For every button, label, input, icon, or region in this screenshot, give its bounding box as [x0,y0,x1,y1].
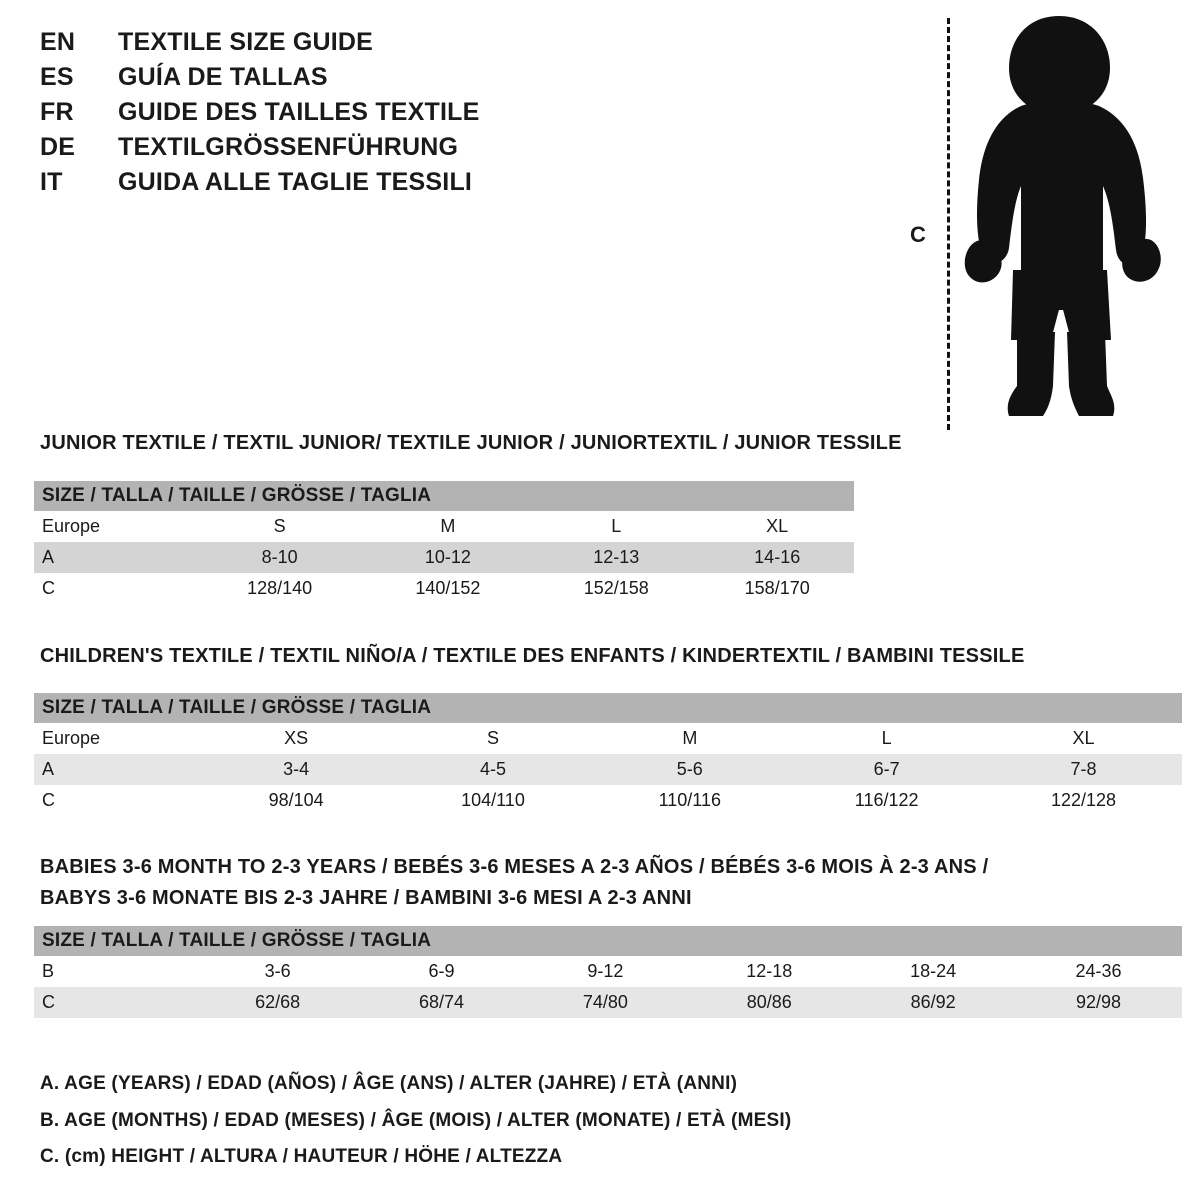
header-lang-fr: FR [40,98,74,126]
table-children-row2-cell4: 122/128 [985,785,1182,816]
table-babies-row0-cell4: 18-24 [851,956,1015,987]
header-block [40,28,860,203]
table-children-bar-row [34,693,1182,723]
table-junior [34,481,854,604]
table-junior-row0-cell3: XL [700,511,854,542]
header-text-fr: GUIDE DES TAILLES TEXTILE [118,98,480,126]
section-title-babies-line2: BABYS 3-6 MONATE BIS 2-3 JAHRE / BAMBINI 3-6 MESI A 2-3 ANNI [40,887,692,909]
table-babies-row0-cell1: 6-9 [360,956,524,987]
figure-block [900,10,1180,430]
header-row-fr [40,98,860,133]
header-row-en [40,28,860,63]
header-row-es [40,63,860,98]
table-babies-row1-label: C [34,987,196,1018]
table-row [34,987,1182,1018]
table-children-row0-cell0: XS [198,723,395,754]
table-junior-row0-cell0: S [195,511,363,542]
table-children-row0-cell2: M [591,723,788,754]
table-children-row0-cell3: L [788,723,985,754]
header-row-de [40,133,860,168]
table-junior-bar-label: SIZE / TALLA / TAILLE / GRÖSSE / TAGLIA [34,481,854,511]
table-row [34,754,1182,785]
table-children-row1-cell2: 5-6 [591,754,788,785]
table-junior-row2-cell0: 128/140 [195,573,363,604]
header-text-en: TEXTILE SIZE GUIDE [118,28,374,56]
table-children-row2-cell2: 110/116 [591,785,788,816]
section-title-babies-line1: BABIES 3-6 MONTH TO 2-3 YEARS / BEBÉS 3-6 MESES A 2-3 AÑOS / BÉBÉS 3-6 MOIS À 2-3 ANS / [40,856,989,878]
table-babies-row1-cell1: 68/74 [360,987,524,1018]
height-measure-label: C [910,222,926,247]
table-junior-row2-cell1: 140/152 [364,573,532,604]
table-babies-row1-cell2: 74/80 [523,987,687,1018]
table-children-row2-cell0: 98/104 [198,785,395,816]
table-row [34,511,854,542]
table-children-row2-label: C [34,785,198,816]
table-babies-row1-cell4: 86/92 [851,987,1015,1018]
table-children-row1-cell1: 4-5 [395,754,592,785]
table-row [34,573,854,604]
header-text-de: TEXTILGRÖSSENFÜHRUNG [118,133,459,161]
header-row-it [40,168,860,203]
table-junior-row2-cell2: 152/158 [532,573,700,604]
table-babies-row1-cell0: 62/68 [196,987,360,1018]
table-children-row0-cell4: XL [985,723,1182,754]
table-babies-row0-cell0: 3-6 [196,956,360,987]
table-children-row1-cell4: 7-8 [985,754,1182,785]
legend-line-b: B. AGE (MONTHS) / EDAD (MESES) / ÂGE (MOIS) / ALTER (MONATE) / ETÀ (MESI) [40,1110,792,1131]
table-row [34,542,854,573]
table-junior-row1-cell2: 12-13 [532,542,700,573]
table-children-bar-label: SIZE / TALLA / TAILLE / GRÖSSE / TAGLIA [34,693,1182,723]
table-children-row2-cell1: 104/110 [395,785,592,816]
header-lang-it: IT [40,168,63,196]
table-children [34,693,1182,816]
header-lang-en: EN [40,28,76,56]
header-text-es: GUÍA DE TALLAS [118,63,328,91]
table-children-row0-cell1: S [395,723,592,754]
table-children-row1-label: A [34,754,198,785]
table-babies-row0-cell5: 24-36 [1015,956,1182,987]
section-title-children: CHILDREN'S TEXTILE / TEXTIL NIÑO/A / TEXTILE DES ENFANTS / KINDERTEXTIL / BAMBINI TESSILE [40,645,1025,667]
table-junior-row0-cell1: M [364,511,532,542]
header-text-it: GUIDA ALLE TAGLIE TESSILI [118,168,473,196]
table-junior-row1-cell3: 14-16 [700,542,854,573]
child-silhouette-icon [955,10,1165,430]
table-babies-row0-cell2: 9-12 [523,956,687,987]
table-babies [34,926,1182,1018]
header-lang-de: DE [40,133,76,161]
legend-line-a: A. AGE (YEARS) / EDAD (AÑOS) / ÂGE (ANS) / ALTER (JAHRE) / ETÀ (ANNI) [40,1073,738,1094]
section-title-junior: JUNIOR TEXTILE / TEXTIL JUNIOR/ TEXTILE JUNIOR / JUNIORTEXTIL / JUNIOR TESSILE [40,432,902,454]
height-dashed-line [947,18,950,430]
table-babies-row1-cell3: 80/86 [687,987,851,1018]
table-babies-row0-label: B [34,956,196,987]
legend-line-c: C. (cm) HEIGHT / ALTURA / HAUTEUR / HÖHE / ALTEZZA [40,1146,563,1167]
table-junior-row1-cell0: 8-10 [195,542,363,573]
table-row [34,785,1182,816]
table-babies-row1-cell5: 92/98 [1015,987,1182,1018]
header-lang-es: ES [40,63,74,91]
table-junior-row2-cell3: 158/170 [700,573,854,604]
table-children-row2-cell3: 116/122 [788,785,985,816]
table-junior-row1-cell1: 10-12 [364,542,532,573]
table-children-row1-cell3: 6-7 [788,754,985,785]
table-junior-row0-cell2: L [532,511,700,542]
table-children-row0-label: Europe [34,723,198,754]
table-babies-bar-label: SIZE / TALLA / TAILLE / GRÖSSE / TAGLIA [34,926,1182,956]
table-babies-row0-cell3: 12-18 [687,956,851,987]
table-junior-row0-label: Europe [34,511,195,542]
table-junior-row2-label: C [34,573,195,604]
table-row [34,723,1182,754]
table-babies-bar-row [34,926,1182,956]
table-children-row1-cell0: 3-4 [198,754,395,785]
table-junior-bar-row [34,481,854,511]
table-row [34,956,1182,987]
table-junior-row1-label: A [34,542,195,573]
